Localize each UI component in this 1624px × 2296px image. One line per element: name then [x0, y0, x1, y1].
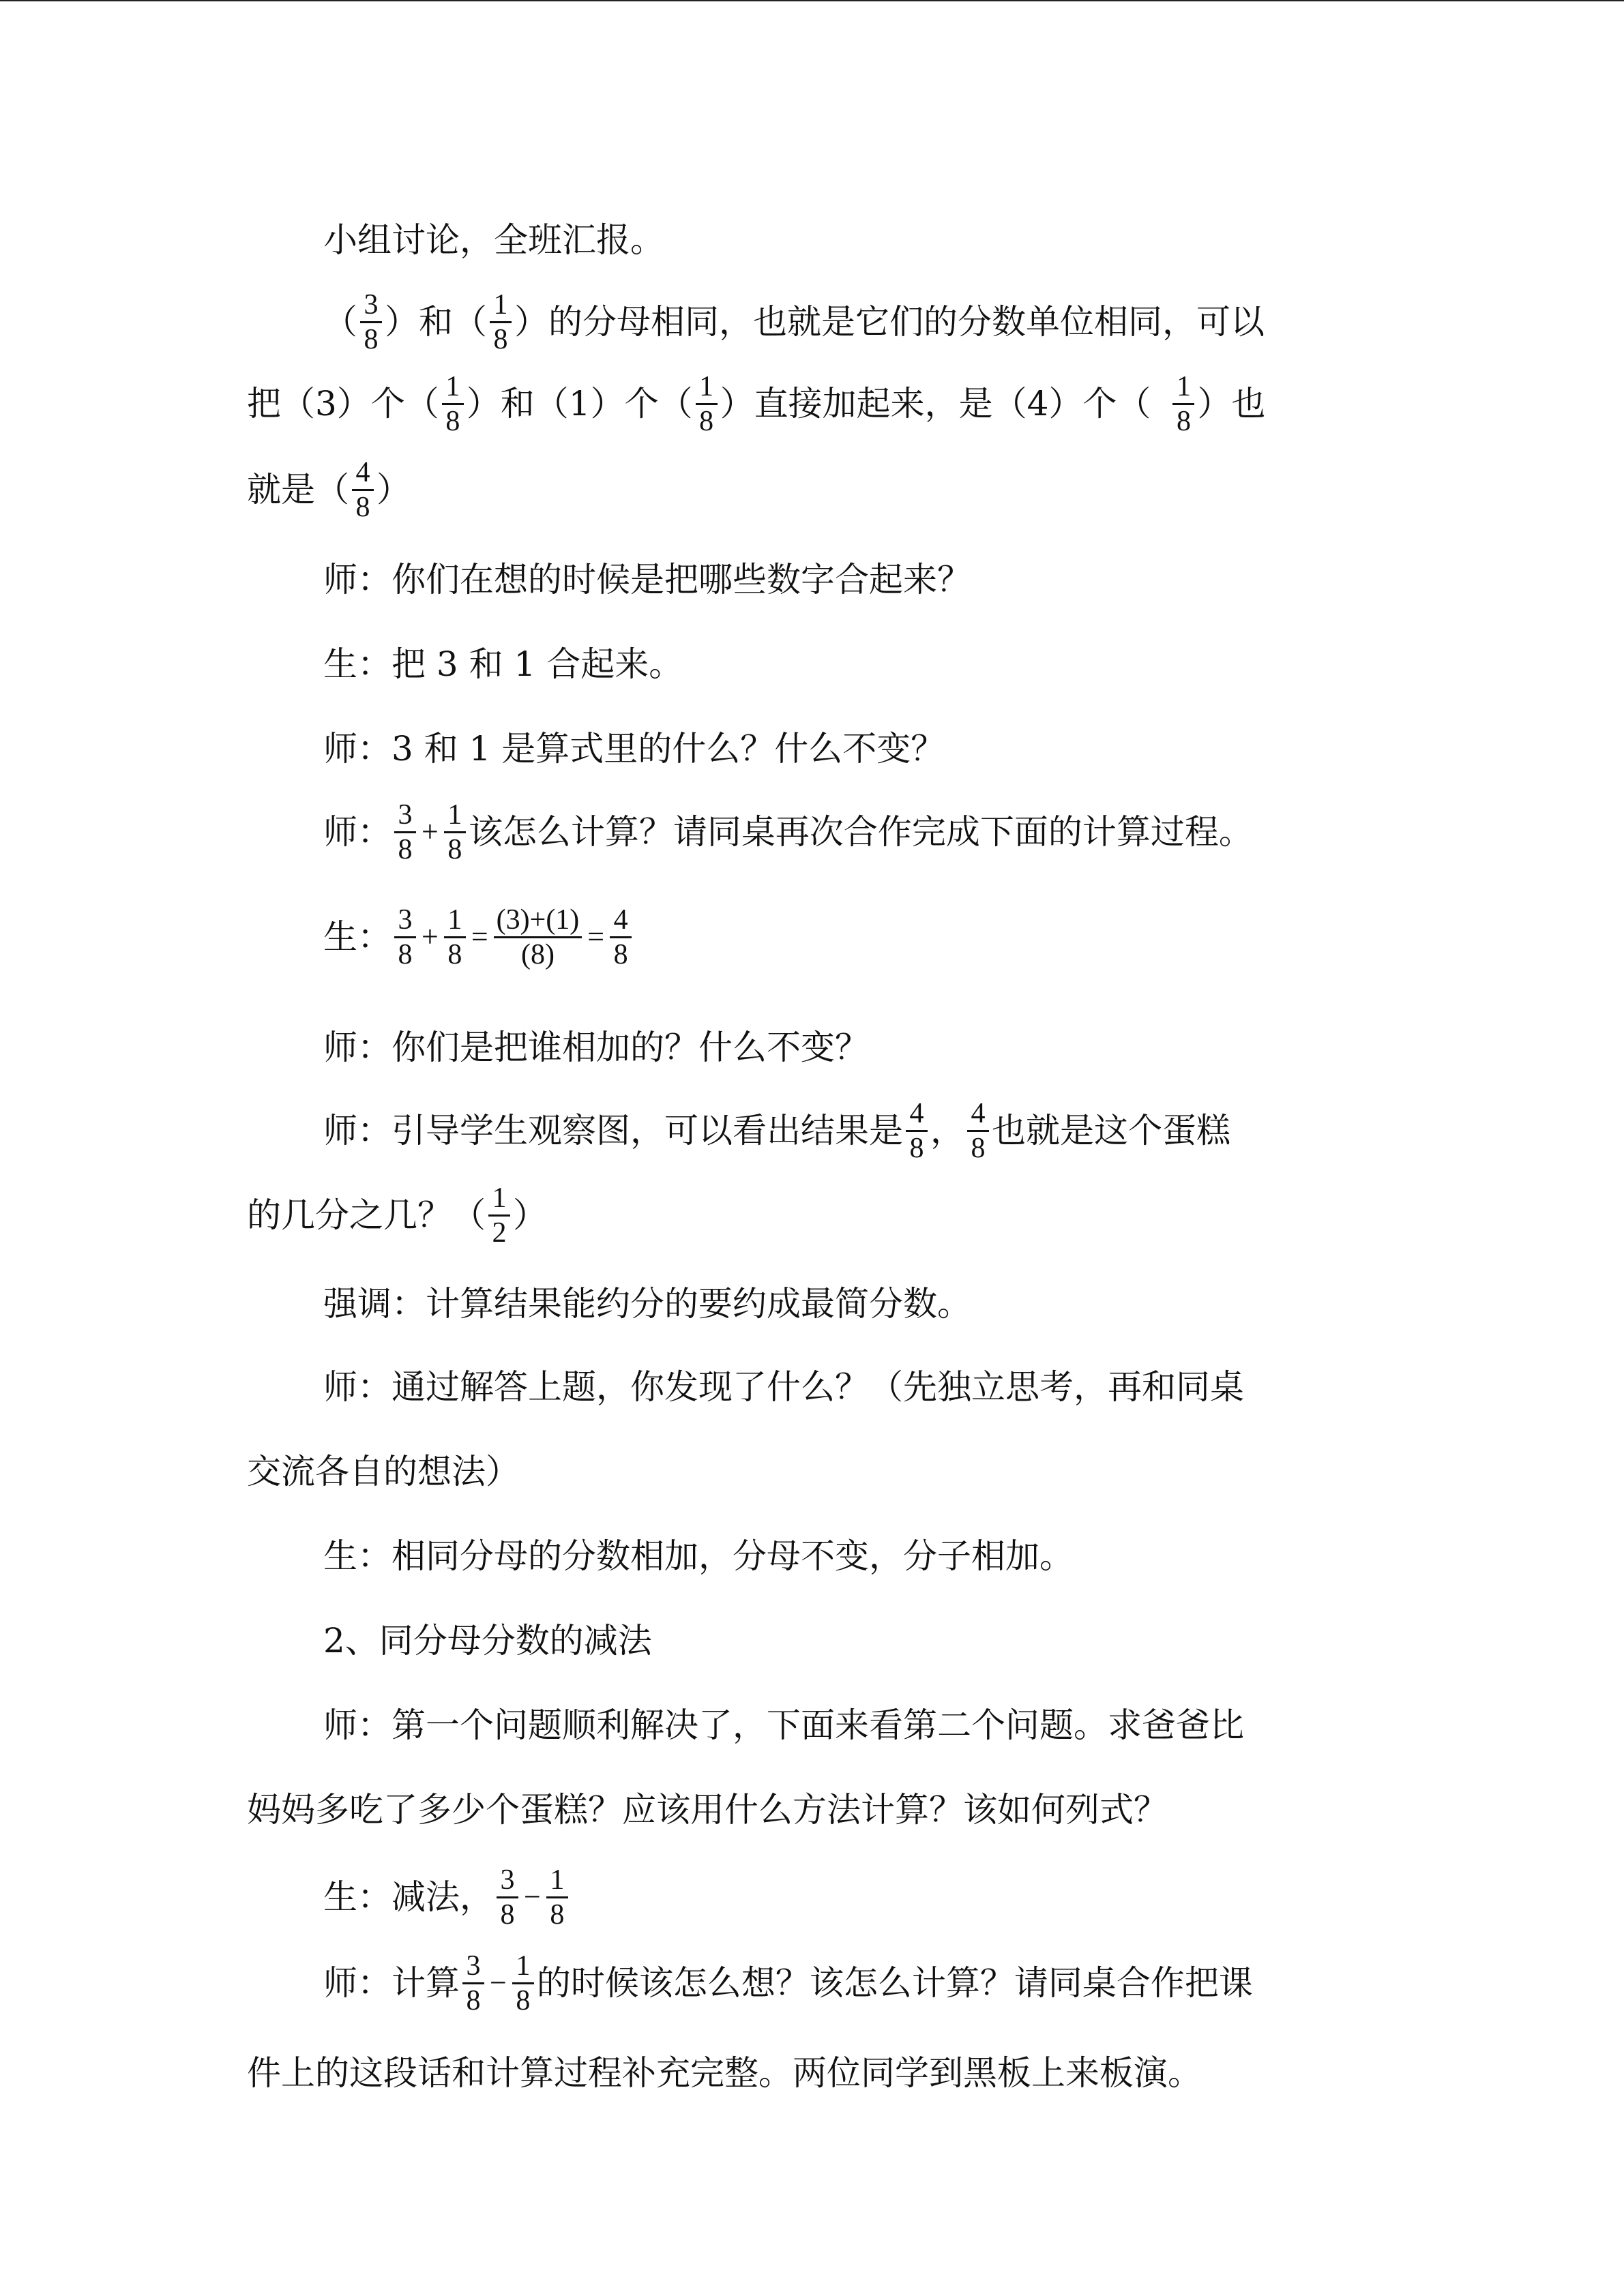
text: 生：减法，: [323, 1877, 494, 1917]
paragraph-exchange-ideas: [247, 1431, 520, 1512]
text: 师：计算: [323, 1963, 460, 2003]
text: 师：你们在想的时候是把哪些数字合起来？: [323, 560, 971, 599]
fraction-one-eighth: [512, 1950, 534, 2017]
text: 小组讨论，全班汇报。: [323, 220, 664, 260]
paragraph-fraction-of-cake: [247, 1174, 547, 1256]
text: 该怎么计算？请同桌再次合作完成下面的计算过程。: [468, 812, 1253, 852]
paragraph-student-answer-1: [323, 623, 683, 705]
text: 生：相同分母的分数相加，分母不变，分子相加。: [323, 1536, 1074, 1576]
text: 师：第一个问题顺利解决了，下面来看第二个问题。求爸爸比: [323, 1705, 1244, 1745]
denominator: 8: [493, 323, 508, 355]
fraction-one-eighth: [696, 370, 718, 438]
denominator: 8: [909, 1132, 924, 1164]
numerator: 3: [394, 799, 416, 833]
paragraph-teacher-subtraction: [323, 1942, 1253, 2024]
text: ）: [377, 470, 411, 509]
paragraph-student-subtraction: [323, 1856, 571, 1938]
fraction-four-eighths: [906, 1097, 928, 1165]
numerator: 1: [490, 288, 512, 323]
paragraph-same-denominator: [323, 281, 1265, 363]
paragraph-teacher-question-2: [323, 708, 945, 790]
denominator: 8: [550, 1898, 565, 1930]
denominator: 2: [492, 1217, 507, 1249]
numerator: 3: [360, 288, 382, 323]
text: 也就是这个蛋糕: [992, 1111, 1230, 1150]
text: ）也: [1197, 384, 1266, 423]
paragraph-second-question: [323, 1684, 1244, 1766]
text: 把（3）个（: [247, 384, 439, 423]
denominator: 8: [613, 938, 628, 970]
plus-sign: +: [422, 920, 439, 953]
text: 师：3 和 1 是算式里的什么？什么不变？: [323, 729, 945, 769]
text: 件上的这段话和计算过程补充完整。两位同学到黑板上来板演。: [247, 2053, 1202, 2093]
text: 师：引导学生观察图，可以看出结果是: [323, 1111, 903, 1150]
fraction-one-eighth: [546, 1864, 568, 1931]
fraction-three-eighths: [360, 288, 382, 356]
denominator: 8: [516, 1984, 531, 2016]
denominator: 8: [447, 833, 462, 865]
text: 妈妈多吃了多少个蛋糕？应该用什么方法计算？该如何列式？: [247, 1790, 1168, 1830]
fraction-four-eighths: [352, 456, 374, 524]
paragraph-add-units: [247, 363, 1265, 445]
numerator: 1: [512, 1950, 534, 1984]
fraction-three-eighths: [497, 1864, 518, 1931]
text: 的几分之几？（: [247, 1195, 486, 1235]
denominator: 8: [500, 1898, 515, 1930]
fraction-one-eighth: [444, 799, 466, 866]
denominator: 8: [398, 938, 413, 970]
numerator: 1: [444, 799, 466, 833]
paragraph-teacher-question-5: [323, 1346, 1244, 1428]
denominator: 8: [355, 491, 370, 523]
numerator: 1: [444, 904, 466, 938]
numerator: 3: [462, 1950, 484, 1984]
numerator: 4: [906, 1097, 928, 1132]
denominator: 8: [398, 833, 413, 865]
numerator: 1: [442, 370, 464, 405]
text: 就是（: [247, 470, 349, 509]
minus-sign: −: [490, 1966, 507, 1999]
text: 生：: [323, 917, 392, 957]
numerator: 3: [394, 904, 416, 938]
fraction-one-eighth: [1172, 370, 1194, 438]
paragraph-result: [247, 449, 411, 531]
numerator: 3: [497, 1864, 518, 1898]
minus-sign: −: [524, 1880, 541, 1913]
paragraph-teacher-question-4: [323, 1007, 869, 1088]
plus-sign: +: [422, 815, 439, 848]
text: ，: [930, 1111, 964, 1150]
text: ）: [513, 1195, 547, 1235]
numerator: (3)+(1): [494, 904, 582, 938]
denominator: 8: [971, 1132, 986, 1164]
text: 强调：计算结果能约分的要约成最简分数。: [323, 1284, 971, 1324]
paragraph-how-much-more: [247, 1769, 1168, 1851]
numerator: 4: [967, 1097, 989, 1132]
fraction-one-eighth: [444, 904, 466, 971]
text: ）的分母相同，也就是它们的分数单位相同，可以: [514, 302, 1265, 342]
equals-sign: =: [587, 920, 605, 953]
denominator: 8: [1176, 405, 1191, 437]
paragraph-emphasis: [323, 1263, 971, 1345]
denominator: 8: [699, 405, 714, 437]
paragraph-observe-figure: [323, 1090, 1230, 1172]
text: ）和（: [385, 302, 487, 342]
paragraph-student-rule: [323, 1515, 1074, 1597]
text: 师：你们是把谁相加的？什么不变？: [323, 1028, 869, 1067]
paragraph-teacher-question-3: [323, 791, 1253, 873]
denominator: 8: [364, 323, 379, 355]
paragraph-board-demo: [247, 2032, 1202, 2114]
text: 交流各自的想法）: [247, 1452, 520, 1491]
fraction-four-eighths: [610, 904, 632, 971]
numerator: 1: [1172, 370, 1194, 405]
denominator: 8: [447, 938, 462, 970]
numerator: 4: [352, 456, 374, 491]
top-border: [0, 0, 1624, 1]
numerator: 1: [696, 370, 718, 405]
text: （: [323, 302, 357, 342]
equals-sign: =: [471, 920, 488, 953]
paragraph-student-calculation: [323, 896, 634, 978]
section-heading-subtraction: [323, 1600, 652, 1682]
text: ）直接加起来，是（4）个（: [720, 384, 1151, 423]
numerator: 1: [488, 1182, 510, 1217]
fraction-three-eighths: [462, 1950, 484, 2017]
text: 生：把 3 和 1 合起来。: [323, 644, 683, 684]
text: 师：通过解答上题，你发现了什么？（先独立思考，再和同桌: [323, 1367, 1244, 1407]
fraction-sum-expression: [494, 904, 582, 971]
paragraph-group-discussion: [323, 199, 664, 281]
denominator: (8): [520, 938, 555, 970]
text: 2、同分母分数的减法: [323, 1621, 652, 1660]
text: 的时候该怎么想？该怎么计算？请同桌合作把课: [536, 1963, 1253, 2003]
numerator: 1: [546, 1864, 568, 1898]
fraction-one-half: [488, 1182, 510, 1249]
numerator: 4: [610, 904, 632, 938]
paragraph-teacher-question-1: [323, 539, 971, 621]
denominator: 8: [466, 1984, 481, 2016]
denominator: 8: [445, 405, 460, 437]
fraction-three-eighths: [394, 799, 416, 866]
fraction-one-eighth: [442, 370, 464, 438]
text: ）和（1）个（: [466, 384, 693, 423]
fraction-one-eighth: [490, 288, 512, 356]
text: 师：: [323, 812, 392, 852]
fraction-three-eighths: [394, 904, 416, 971]
fraction-four-eighths: [967, 1097, 989, 1165]
